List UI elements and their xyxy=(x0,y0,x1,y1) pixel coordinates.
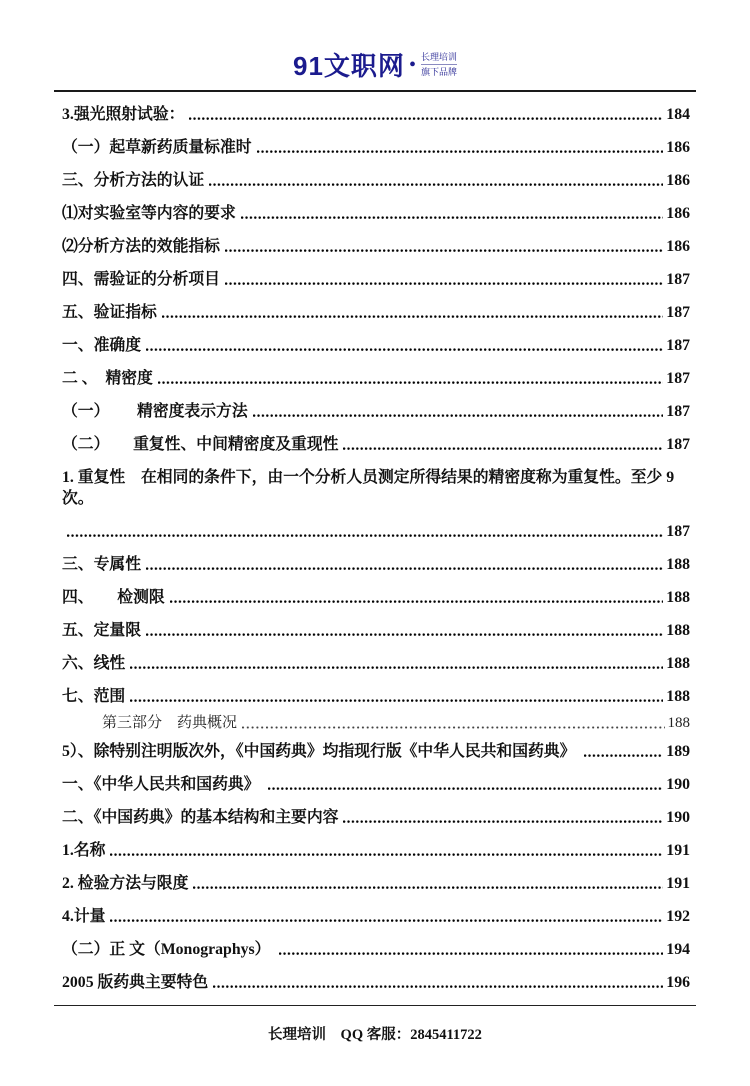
toc-entry-label: 二 、 精密度 xyxy=(62,370,153,387)
toc-row xyxy=(62,104,690,125)
page-number: 186 xyxy=(666,238,690,255)
leader-dots xyxy=(158,381,663,385)
brand-logo-text: 91文职网 xyxy=(293,51,405,81)
toc-entry-label: ⑴对实验室等内容的要求 xyxy=(62,205,236,222)
page-number: 187 xyxy=(666,271,690,288)
toc-entry-label: 七、范围 xyxy=(62,688,126,705)
toc-row xyxy=(62,521,690,542)
page-number: 187 xyxy=(666,370,690,387)
toc-row xyxy=(62,137,690,158)
toc-row xyxy=(62,906,690,927)
page-number: 186 xyxy=(666,205,690,222)
toc-row xyxy=(62,203,690,224)
toc-row xyxy=(62,873,690,894)
toc-entry-label: （二）正 文（Monographys） xyxy=(62,941,275,958)
leader-dots xyxy=(343,447,663,451)
page-footer xyxy=(0,1005,750,1086)
page-number: 188 xyxy=(666,556,690,573)
toc-row xyxy=(62,401,690,422)
toc-row xyxy=(62,620,690,641)
page-number: 191 xyxy=(666,875,690,892)
page-number: 186 xyxy=(666,172,690,189)
leader-dots xyxy=(130,666,663,670)
leader-dots xyxy=(584,754,663,758)
toc-row xyxy=(62,467,690,509)
page-number: 189 xyxy=(666,743,690,760)
toc-entry-label: 五、验证指标 xyxy=(62,304,157,321)
leader-dots xyxy=(110,853,663,857)
leader-dots xyxy=(225,282,663,286)
leader-dots xyxy=(225,249,663,253)
toc-row xyxy=(62,713,690,734)
toc-row xyxy=(62,741,690,762)
brand-tagline-line1: 长理培训 xyxy=(421,51,457,65)
page-number: 187 xyxy=(666,337,690,354)
leader-dots xyxy=(209,183,663,187)
toc-row xyxy=(62,587,690,608)
leader-dots xyxy=(268,787,663,791)
leader-dots xyxy=(241,216,664,220)
toc-entry-label: 5）、除特别注明版次外，《中国药典》均指现行版《中华人民共和国药典》 xyxy=(62,743,580,760)
toc-entry-label: （一） 精密度表示方法 xyxy=(62,403,248,420)
leader-dots xyxy=(213,985,663,989)
toc-row xyxy=(62,335,690,356)
page-number: 188 xyxy=(666,589,690,606)
table-of-contents xyxy=(0,92,750,1005)
toc-entry-label: ⑵分析方法的效能指标 xyxy=(62,238,220,255)
toc-entry-label: 六、线性 xyxy=(62,655,126,672)
toc-entry-label: 二、《中国药典》的基本结构和主要内容 xyxy=(62,809,339,826)
leader-dots xyxy=(130,699,663,703)
page-number: 187 xyxy=(666,436,690,453)
toc-row xyxy=(62,554,690,575)
toc-entry-label: 3.强光照射试验： xyxy=(62,106,185,123)
leader-dots xyxy=(170,600,664,604)
toc-entry-label: 五、定量限 xyxy=(62,622,141,639)
page-number: 188 xyxy=(666,688,690,705)
page-number: 187 xyxy=(666,403,690,420)
toc-entry-label: 2005 版药典主要特色 xyxy=(62,974,209,991)
toc-entry-label: 一、准确度 xyxy=(62,337,141,354)
toc-row xyxy=(62,807,690,828)
leader-dots xyxy=(257,150,664,154)
toc-row xyxy=(62,686,690,707)
brand-tagline-line2: 旗下品牌 xyxy=(420,67,457,77)
toc-row xyxy=(62,269,690,290)
page-header xyxy=(0,0,750,92)
page-number: 194 xyxy=(666,941,690,958)
page-number: 187 xyxy=(666,304,690,321)
toc-row xyxy=(62,434,690,455)
leader-dots xyxy=(67,534,663,538)
toc-entry-label: 一、《中华人民共和国药典》 xyxy=(62,776,264,793)
leader-dots xyxy=(162,315,664,319)
toc-entry-label: 2. 检验方法与限度 xyxy=(62,875,189,892)
toc-row xyxy=(62,972,690,993)
leader-dots xyxy=(253,414,664,418)
page-number: 188 xyxy=(666,622,690,639)
toc-entry-label: 四、 检测限 xyxy=(62,589,165,606)
leader-dots xyxy=(279,952,663,956)
toc-entry-label: 四、需验证的分析项目 xyxy=(62,271,220,288)
leader-dots xyxy=(343,820,663,824)
page-number: 190 xyxy=(666,776,690,793)
toc-entry-label: 三、分析方法的认证 xyxy=(62,172,205,189)
toc-row xyxy=(62,939,690,960)
page-number: 187 xyxy=(666,523,690,540)
page-number: 188 xyxy=(666,655,690,672)
leader-dots xyxy=(110,919,663,923)
toc-entry-label: 第三部分 药典概况 xyxy=(102,715,238,731)
leader-dots xyxy=(242,726,664,730)
page-number: 192 xyxy=(666,908,690,925)
leader-dots xyxy=(146,567,663,571)
toc-row xyxy=(62,368,690,389)
toc-entry-label: 三、专属性 xyxy=(62,556,141,573)
brand-tagline xyxy=(421,51,457,78)
page-number: 191 xyxy=(666,842,690,859)
toc-row xyxy=(62,774,690,795)
leader-dots xyxy=(193,886,663,890)
toc-row xyxy=(62,840,690,861)
page-number: 196 xyxy=(666,974,690,991)
page-number: 186 xyxy=(666,139,690,156)
leader-dots xyxy=(189,117,663,121)
bullet-separator-icon: • xyxy=(408,53,416,76)
toc-row xyxy=(62,302,690,323)
leader-dots xyxy=(146,633,663,637)
toc-row xyxy=(62,653,690,674)
footer-contact-text: 长理培训 QQ 客服：2845411722 xyxy=(268,1027,482,1043)
page-number: 188 xyxy=(667,715,690,731)
page-number: 184 xyxy=(666,106,690,123)
toc-entry-label: 1. 重复性 在相同的条件下，由一个分析人员测定所得结果的精密度称为重复性。至少 9 次。 xyxy=(62,469,679,507)
brand-logo xyxy=(0,46,750,83)
toc-row xyxy=(62,236,690,257)
page-number: 190 xyxy=(666,809,690,826)
toc-entry-label: （二） 重复性、中间精密度及重现性 xyxy=(62,436,339,453)
toc-entry-label: 4.计量 xyxy=(62,908,106,925)
toc-entry-label: （一）起草新药质量标准时 xyxy=(62,139,252,156)
toc-row xyxy=(62,170,690,191)
toc-entry-label: 1.名称 xyxy=(62,842,106,859)
leader-dots xyxy=(146,348,663,352)
